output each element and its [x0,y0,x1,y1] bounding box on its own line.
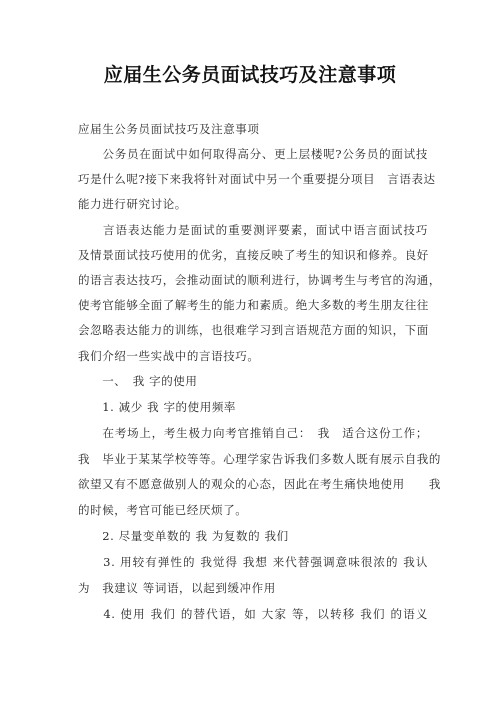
paragraph-line: 及情景面试技巧使用的优劣，直接反映了考生的知识和修养。良好 [78,248,429,262]
paragraph-line: 巧是什么呢?接下来我将针对面试中另一个重要提分项目 言语表达 [78,172,436,186]
paragraph-line: 的时候，考官可能已经厌烦了。 [78,503,248,517]
paragraph-line: 言语表达能力是面试的重要测评要素，面试中语言面试技巧 [78,223,428,237]
list-item: 4. 使用 我们 的替代语，如 大家 等，以转移 我们 的语义 [78,607,428,621]
subsection-heading: 一、 我 字的使用 [78,374,198,388]
paragraph-line: 能力进行研究讨论。 [78,197,187,211]
section-heading: 应届生公务员面试技巧及注意事项 [78,122,260,136]
document-title: 应届生公务员面试技巧及注意事项 [103,64,397,86]
list-item: 2. 尽量变单数的 我 为复数的 我们 [78,529,289,543]
list-item: 1. 减少 我 字的使用频率 [78,400,237,414]
paragraph-line: 我们介绍一些实战中的言语技巧。 [78,349,260,363]
paragraph-line: 会忽略表达能力的训练，也很难学习到言语规范方面的知识，下面 [78,323,429,337]
paragraph-line: 我 毕业于某某学校等等。心理学家告诉我们多数人既有展示自我的 [78,452,441,466]
paragraph-line: 使考官能够全面了解考生的能力和素质。绝大多数的考生朋友往往 [78,298,429,312]
paragraph-line: 欲望又有不愿意做别人的观众的心态，因此在考生痛快地使用 我 [78,477,441,491]
paragraph-line: 的语言表达技巧，会推动面试的顺利进行，协调考生与考官的沟通， [78,273,441,287]
list-item: 3. 用较有弹性的 我觉得 我想 来代替强调意味很浓的 我认 [78,555,428,569]
paragraph-line: 在考场上，考生极力向考官推销自己： 我 适合这份工作； [78,426,428,440]
list-item: 为 我建议 等词语，以起到缓冲作用 [78,581,276,595]
paragraph-line: 公务员在面试中如何取得高分、更上层楼呢?公务员的面试技 [78,147,428,161]
